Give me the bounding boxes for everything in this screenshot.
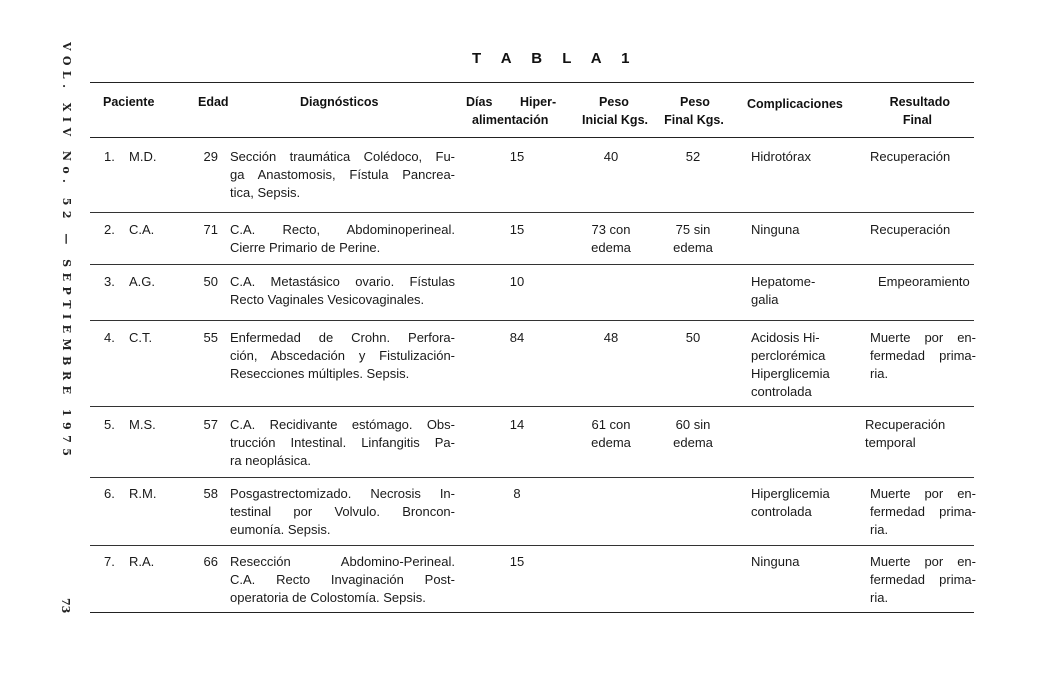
- final-result: Recuperación: [865, 417, 946, 432]
- days-hyperalimentation: 84: [509, 330, 525, 345]
- row-divider: [90, 264, 974, 265]
- patient-age: 29: [203, 149, 218, 164]
- patient-initials: M.D.: [129, 149, 157, 164]
- complication: Hepatome-: [751, 274, 816, 289]
- diagnosis-line: Resección Abdomino-Perineal.: [230, 554, 455, 569]
- final-weight: 52: [685, 149, 701, 164]
- complication: perclorémica: [751, 348, 826, 363]
- diagnosis-line: C.A. Recto Invaginación Post-: [230, 572, 455, 587]
- diagnosis-text: [230, 221, 455, 257]
- days-hyperalimentation: 15: [509, 149, 525, 164]
- final-weight: 50: [685, 330, 701, 345]
- complication: controlada: [751, 384, 812, 399]
- complication: Hiperglicemia: [751, 486, 830, 501]
- header-bottom-rule: [90, 137, 974, 138]
- complication: controlada: [751, 504, 812, 519]
- page-number: 73: [59, 598, 72, 614]
- diagnosis-line: operatoria de Colostomía. Sepsis.: [230, 590, 426, 605]
- running-header: VOL. XIV No. 52 — SEPTIEMBRE 1975: [60, 42, 73, 462]
- initial-weight: edema: [591, 435, 631, 450]
- diagnosis-text: [230, 273, 455, 309]
- initial-weight: 48: [603, 330, 619, 345]
- final-result: ria.: [870, 590, 889, 605]
- final-result: ria.: [870, 366, 889, 381]
- header-peso-final-2: Final Kgs.: [664, 113, 724, 127]
- diagnosis-line: Resecciones múltiples. Sepsis.: [230, 366, 410, 381]
- diagnosis-line: testinal por Volvulo. Broncon-: [230, 504, 455, 519]
- diagnosis-line: C.A. Recidivante estómago. Obs-: [230, 417, 455, 432]
- header-hiper-1: Hiper-: [520, 95, 557, 109]
- final-result: Recuperación: [870, 222, 951, 237]
- final-result: temporal: [865, 435, 916, 450]
- header-dias: Días: [466, 95, 493, 109]
- row-number: 7.: [104, 554, 115, 569]
- diagnosis-text: [230, 553, 455, 607]
- diagnosis-line: Sección traumática Colédoco, Fu-: [230, 149, 455, 164]
- row-number: 6.: [104, 486, 115, 501]
- complication: Ninguna: [751, 554, 800, 569]
- complication: Hidrotórax: [751, 149, 811, 164]
- diagnosis-line: Recto Vaginales Vesicovaginales.: [230, 292, 425, 307]
- diagnosis-line: Posgastrectomizado. Necrosis In-: [230, 486, 455, 501]
- diagnosis-line: Enfermedad de Crohn. Perfora-: [230, 330, 455, 345]
- final-result: Empeoramiento: [878, 274, 970, 289]
- diagnosis-line: Cierre Primario de Perine.: [230, 240, 381, 255]
- complication: Hiperglicemia: [751, 366, 830, 381]
- header-hiper-2: alimentación: [472, 113, 549, 127]
- diagnosis-line: tica, Sepsis.: [230, 185, 301, 200]
- row-number: 1.: [104, 149, 115, 164]
- table-title: T A B L A 1: [472, 50, 638, 67]
- patient-age: 57: [203, 417, 218, 432]
- patient-initials: M.S.: [129, 417, 156, 432]
- header-resultado-2: Final: [902, 113, 932, 127]
- diagnosis-line: trucción Intestinal. Linfangitis Pa-: [230, 435, 455, 450]
- table-top-rule: [90, 82, 974, 83]
- row-divider: [90, 545, 974, 546]
- days-hyperalimentation: 15: [509, 222, 525, 237]
- header-paciente: Paciente: [103, 95, 155, 109]
- complication: Acidosis Hi-: [751, 330, 820, 345]
- header-edad: Edad: [198, 95, 229, 109]
- days-hyperalimentation: 8: [513, 486, 521, 501]
- final-result: Muerte por en-: [870, 330, 976, 345]
- row-number: 5.: [104, 417, 115, 432]
- final-result: ria.: [870, 522, 889, 537]
- final-result: Muerte por en-: [870, 486, 976, 501]
- row-divider: [90, 406, 974, 407]
- diagnosis-line: C.A. Recto, Abdominoperineal.: [230, 222, 455, 237]
- days-hyperalimentation: 10: [509, 274, 525, 289]
- diagnosis-text: [230, 485, 455, 539]
- patient-initials: A.G.: [129, 274, 156, 289]
- initial-weight: edema: [591, 240, 631, 255]
- row-number: 3.: [104, 274, 115, 289]
- final-weight: edema: [673, 240, 713, 255]
- final-result: fermedad prima-: [870, 348, 976, 363]
- final-result: fermedad prima-: [870, 504, 976, 519]
- diagnosis-line: C.A. Metastásico ovario. Fístulas: [230, 274, 455, 289]
- header-peso-inicial-1: Peso: [599, 95, 629, 109]
- patient-age: 66: [203, 554, 218, 569]
- header-peso-final-1: Peso: [680, 95, 710, 109]
- patient-initials: R.M.: [129, 486, 157, 501]
- header-resultado-1: Resultado: [889, 95, 950, 109]
- row-divider: [90, 212, 974, 213]
- table-bottom-rule: [90, 612, 974, 613]
- patient-initials: C.T.: [129, 330, 153, 345]
- header-complicaciones: Complicaciones: [747, 97, 843, 111]
- complication: Ninguna: [751, 222, 800, 237]
- diagnosis-text: [230, 329, 455, 383]
- row-number: 4.: [104, 330, 115, 345]
- patient-initials: C.A.: [129, 222, 155, 237]
- initial-weight: 61 con: [591, 417, 631, 432]
- initial-weight: 40: [603, 149, 619, 164]
- diagnosis-line: ra neoplásica.: [230, 453, 311, 468]
- complication: galia: [751, 292, 779, 307]
- days-hyperalimentation: 15: [509, 554, 525, 569]
- diagnosis-line: ga Anastomosis, Fístula Pancrea-: [230, 167, 455, 182]
- final-weight: edema: [673, 435, 713, 450]
- patient-age: 55: [203, 330, 218, 345]
- patient-initials: R.A.: [129, 554, 155, 569]
- diagnosis-line: eumonía. Sepsis.: [230, 522, 331, 537]
- patient-age: 58: [203, 486, 218, 501]
- final-result: Muerte por en-: [870, 554, 976, 569]
- row-divider: [90, 320, 974, 321]
- patient-age: 50: [203, 274, 218, 289]
- header-peso-inicial-2: Inicial Kgs.: [582, 113, 648, 127]
- row-number: 2.: [104, 222, 115, 237]
- diagnosis-text: [230, 416, 455, 470]
- final-weight: 75 sin: [675, 222, 711, 237]
- patient-age: 71: [203, 222, 218, 237]
- days-hyperalimentation: 14: [509, 417, 525, 432]
- row-divider: [90, 477, 974, 478]
- initial-weight: 73 con: [591, 222, 631, 237]
- final-weight: 60 sin: [675, 417, 711, 432]
- header-diagnosticos: Diagnósticos: [300, 95, 379, 109]
- diagnosis-text: [230, 148, 455, 202]
- diagnosis-line: ción, Abscedación y Fistulización-: [230, 348, 455, 363]
- final-result: fermedad prima-: [870, 572, 976, 587]
- final-result: Recuperación: [870, 149, 951, 164]
